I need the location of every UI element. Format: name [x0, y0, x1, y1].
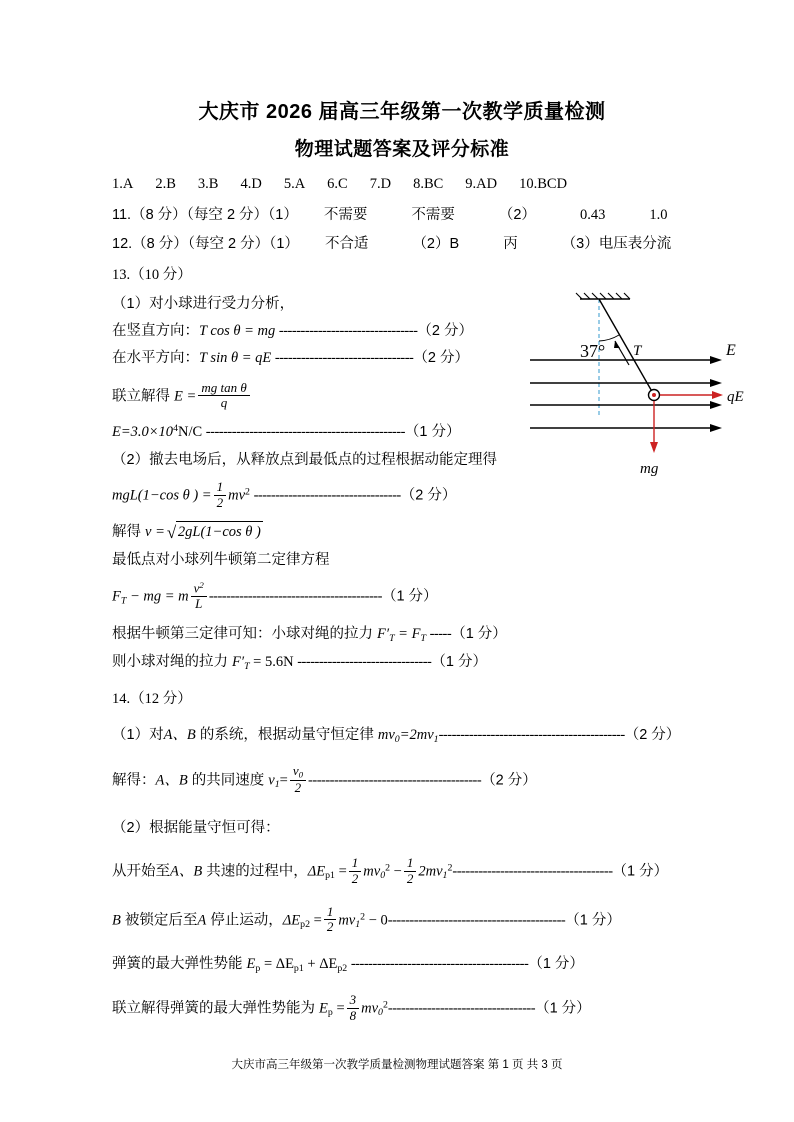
- q13-l11-subscript-2: T: [420, 632, 426, 644]
- q12-answer-1: 不合适: [324, 235, 369, 252]
- qE-label: qE: [727, 389, 744, 405]
- q14-line-2: [112, 765, 692, 797]
- mg-arrow-head: [650, 442, 658, 453]
- mcq-answer: 9.AD: [465, 176, 498, 192]
- q13-l12-symbol: F′: [232, 653, 245, 670]
- q13-l11-symbol: F′: [377, 625, 390, 642]
- q13-l11-eq: = F: [394, 625, 421, 642]
- physics-diagram: [520, 285, 770, 485]
- q14-l1-dots: -------------------------------------------: [438, 726, 625, 743]
- q14-l7-term-exp: 2: [382, 999, 388, 1011]
- mcq-answer: 3.B: [197, 176, 219, 192]
- q13-l3-score: （2 分）: [413, 350, 469, 367]
- q13-l10-subscript: T: [120, 595, 127, 607]
- q13-l11-subscript: T: [389, 632, 395, 644]
- mcq-answer: 2.B: [155, 176, 176, 192]
- q14-l4-fraction-1: [349, 856, 362, 886]
- q14-line-5: [112, 903, 692, 936]
- q13-l10-num-base: v: [193, 580, 200, 596]
- q14-l5-den: 2: [326, 919, 334, 935]
- q14-l1-sub-1: 0: [394, 733, 400, 745]
- q14-l5-object-a: A: [197, 911, 207, 928]
- q14-l4-num-2: 1: [404, 856, 417, 872]
- q14-l2-num-sub: 0: [298, 769, 304, 780]
- q14-line-1: [112, 725, 692, 748]
- q14-l4-minus: −: [390, 863, 402, 880]
- q14-l2-subscript: 1: [274, 779, 280, 791]
- q14-l7-fraction: [347, 993, 360, 1023]
- q13-l12-subscript: T: [244, 660, 250, 672]
- q13-l4-denominator: q: [220, 395, 228, 411]
- q14-l7-prefix: 联立解得弹簧的最大弹性势能为: [112, 1000, 320, 1017]
- q13-l12-prefix: 则小球对绳的拉力: [112, 653, 233, 670]
- q14-l1-prefix: （1）对: [112, 726, 164, 743]
- q13-l11-score: （1 分）: [451, 625, 507, 642]
- q14-l2-num-base: v: [292, 763, 299, 779]
- q11-answer-3: 0.43: [579, 207, 606, 224]
- q13-l8-formula: v =: [145, 524, 165, 541]
- q14-l6-score: （1 分）: [528, 955, 584, 972]
- q14-l5-eq: =: [310, 911, 322, 928]
- q14-l5-object-b: B: [112, 911, 121, 928]
- q13-l2-formula: T cos θ = mg: [199, 323, 276, 340]
- q14-l7-dots: ----------------------------------: [387, 1000, 536, 1017]
- qE-arrow-head: [712, 391, 723, 399]
- q14-l1-score: （2 分）: [624, 726, 681, 743]
- q11-answer-2: 不需要: [411, 207, 455, 224]
- q14-l4-dots: -------------------------------------: [452, 863, 613, 880]
- q14-line-6: [112, 954, 692, 977]
- q14-l4-eq: =: [334, 863, 347, 880]
- q12-head: 12.（8 分）（每空 2 分）（1）: [112, 235, 299, 252]
- field-lines: [530, 360, 716, 428]
- mcq-answer: 5.A: [283, 176, 306, 192]
- q14-l6-dots: -----------------------------------------: [350, 955, 529, 972]
- q13-l12-score: （1 分）: [431, 653, 487, 670]
- page-subtitle: 物理试题答案及评分标准: [294, 139, 510, 160]
- q11-answer-4: 1.0: [649, 207, 668, 224]
- q14-l5-tail: − 0: [365, 911, 388, 928]
- q14-l5-dots: -----------------------------------------: [387, 911, 566, 928]
- multiple-choice-answers: [112, 173, 692, 195]
- q14-l4-den-2: 2: [406, 870, 414, 886]
- q14-l4-mid: 共速的过程中，: [202, 863, 308, 880]
- q13-l12-eq: = 5.6N: [249, 653, 294, 670]
- q14-l5-fraction: [324, 905, 337, 935]
- q14-l6-subscript-2: p1: [293, 962, 304, 974]
- q12-answer-2: 丙: [503, 235, 518, 252]
- q14-l5-term-sub: 1: [355, 918, 361, 930]
- q13-l5-unit: N/C: [177, 423, 203, 440]
- q13-l10-score: （1 分）: [381, 589, 438, 606]
- q14-l7-eq: =: [332, 1000, 345, 1017]
- q13-line-6: （2）撤去电场后，从释放点到最低点的过程根据动能定理得: [112, 451, 498, 468]
- q13-l5-value: E=3.0×10: [112, 423, 174, 440]
- q14-l4-term-2: 2mv: [418, 863, 443, 880]
- q13-line-1: （1）对小球进行受力分析，: [112, 295, 295, 312]
- q14-l7-subscript: p: [327, 1007, 333, 1019]
- q14-l2-symbol: v: [268, 772, 275, 789]
- q13-l7-formula: mgL(1−cos θ ) =: [112, 487, 212, 504]
- q14-l4-objects: A、B: [170, 863, 203, 880]
- q14-l5-symbol: ΔE: [282, 911, 301, 928]
- q14-l2-numerator: [290, 764, 306, 781]
- q13-l7-denominator: 2: [216, 494, 224, 510]
- q14-l7-term: mv: [361, 1000, 379, 1017]
- tension-arrow-head: [614, 341, 620, 348]
- q13-line-8: [112, 521, 692, 544]
- q14-l2-prefix: 解得：: [112, 772, 156, 789]
- q14-l4-num-1: 1: [349, 856, 362, 872]
- q12-label-3: （3）电压表分流: [561, 235, 672, 252]
- q11-head: 11.（8 分）（每空 2 分）（1）: [112, 207, 298, 224]
- q13-l10-denominator: L: [195, 596, 203, 612]
- q14-line-3: （2）根据能量守恒可得：: [112, 819, 280, 836]
- q14-l5-subscript: p2: [300, 918, 310, 930]
- q14-l6-plus: + ΔE: [303, 955, 338, 972]
- q14-l4-term-2-exp: 2: [447, 862, 453, 874]
- q14-l5-mid-2: 停止运动，: [206, 911, 283, 928]
- q14-l7-den: 8: [349, 1007, 357, 1023]
- q14-l5-score: （1 分）: [565, 911, 621, 928]
- mcq-answer: 8.BC: [413, 176, 444, 192]
- q14-l5-term: mv: [338, 911, 356, 928]
- q13-line-12: [112, 652, 692, 675]
- q13-l3-formula: T sin θ = qE: [199, 350, 272, 367]
- q13-l5-dots: ----------------------------------------------: [205, 423, 405, 440]
- q14-l2-denominator: 2: [294, 780, 302, 796]
- q14-l4-score: （1 分）: [612, 863, 669, 880]
- q14-l4-subscript: p1: [325, 870, 335, 882]
- string-line: [599, 299, 654, 395]
- q13-l7-score: （2 分）: [400, 487, 457, 504]
- page-footer: 大庆市高三年级第一次教学质量检测物理试题答案 第 1 页 共 3 页: [231, 1059, 563, 1071]
- q14-l6-eq: = ΔE: [260, 955, 294, 972]
- q14-l4-prefix: 从开始至: [112, 863, 170, 880]
- q14-l5-mid: 被锁定后至: [120, 911, 198, 928]
- q14-l1-eq: =2mv: [399, 726, 434, 743]
- q14-l2-score: （2 分）: [481, 772, 537, 789]
- q13-l7-tail: mv: [228, 487, 246, 504]
- q14-l1-objects: A、B: [163, 726, 196, 743]
- q13-l5-exponent: 4: [173, 423, 178, 435]
- q13-l10-fraction: [191, 581, 207, 612]
- q14-l1-sub-2: 1: [433, 733, 439, 745]
- q13-l8-radicand: 2gL(1−cos θ ): [176, 521, 263, 544]
- q14-l1-mid: 的系统，根据动量守恒定律: [195, 726, 378, 743]
- question-11: [112, 204, 692, 226]
- q13-l10-numerator: [191, 581, 207, 597]
- mcq-answer: 4.D: [240, 176, 262, 192]
- hatched-ceiling-icon: [576, 293, 630, 299]
- q13-l7-numerator: 1: [214, 480, 227, 496]
- q13-l7-fraction: [214, 480, 227, 510]
- q14-head: 14.（12 分）: [112, 691, 192, 708]
- q14-l6-prefix: 弹簧的最大弹性势能: [112, 955, 247, 972]
- q13-head: 13.（10 分）: [112, 267, 192, 284]
- tension-label: T: [633, 343, 642, 359]
- q14-l4-fraction-2: [404, 856, 417, 886]
- q13-l8-sqrt: [167, 521, 263, 544]
- q13-line-11: [112, 624, 692, 647]
- physics-diagram-svg: [520, 285, 770, 485]
- q13-l3-prefix: 在水平方向：: [112, 350, 199, 367]
- q13-line-9: 最低点对小球列牛顿第二定律方程: [112, 552, 330, 568]
- q14-l7-term-sub: 0: [378, 1007, 383, 1019]
- q14-l7-score: （1 分）: [535, 1000, 591, 1017]
- mcq-answer: 7.D: [369, 176, 392, 192]
- q13-l8-prefix: 解得: [112, 524, 146, 541]
- q14-l2-eq: =: [279, 772, 288, 789]
- q13-l4-numerator: mg tan θ: [198, 381, 249, 397]
- q13-line-10: [112, 582, 692, 613]
- q13-l3-dots: --------------------------------: [274, 350, 414, 367]
- angle-label: 37°: [580, 341, 606, 361]
- q14-l7-num: 3: [347, 993, 360, 1009]
- q13-l2-dots: --------------------------------: [278, 323, 418, 340]
- q14-l4-term-2-sub: 1: [442, 870, 448, 882]
- q13-l7-dots: ----------------------------------: [253, 487, 401, 504]
- q13-l10-num-exp: 2: [199, 580, 204, 591]
- q14-l2-objects: A、B: [155, 772, 188, 789]
- q11-label-2: （2）: [498, 207, 536, 224]
- q14-l2-fraction: [290, 764, 306, 796]
- q14-l4-term-1-sub: 0: [380, 870, 386, 882]
- q13-l4-prefix: 联立解得: [112, 388, 175, 405]
- q13-l11-prefix: 根据牛顿第三定律可知：小球对绳的拉力: [112, 625, 378, 642]
- q14-l2-mid: 的共同速度: [187, 772, 269, 789]
- q13-l10-dots: ----------------------------------------: [208, 589, 382, 606]
- q14-l2-dots: ----------------------------------------: [308, 772, 482, 789]
- mg-label: mg: [640, 461, 659, 477]
- q14-l6-symbol: E: [246, 955, 256, 972]
- ball-charge-dot: [652, 393, 656, 397]
- q13-l4-fraction: [198, 381, 249, 411]
- q14-l5-term-exp: 2: [360, 910, 366, 922]
- mcq-answer: 6.C: [327, 176, 348, 192]
- q13-l2-prefix: 在竖直方向：: [112, 323, 199, 340]
- page-title: 大庆市 2026 届高三年级第一次教学质量检测: [198, 101, 606, 123]
- q13-l12-dots: -------------------------------: [297, 653, 432, 670]
- q14-line-4: [112, 857, 692, 887]
- q13-l2-score: （2 分）: [417, 323, 473, 340]
- q11-answer-1: 不需要: [323, 207, 368, 224]
- q14-l6-subscript-3: p2: [337, 962, 348, 974]
- q14-l4-term-1: mv: [363, 863, 381, 880]
- mcq-answer: 1.A: [112, 176, 134, 192]
- q13-l7-exponent: 2: [245, 486, 250, 498]
- q13-l5-score: （1 分）: [404, 423, 461, 440]
- q13-l11-dots: -----: [429, 625, 452, 642]
- question-12: [112, 233, 692, 255]
- q13-l10-symbol: F: [112, 589, 121, 606]
- mcq-answer: 10.BCD: [519, 176, 568, 192]
- q12-label-2: （2）B: [412, 235, 460, 252]
- document-content: [112, 95, 692, 1029]
- q14-l4-symbol: ΔE: [307, 863, 326, 880]
- q14-line-7: [112, 994, 692, 1024]
- q13-line-7: [112, 481, 692, 511]
- q13-l4-formula: E =: [174, 388, 197, 405]
- field-label: E: [726, 342, 736, 359]
- q14-l4-den-1: 2: [351, 870, 359, 886]
- q14-l4-term-1-exp: 2: [385, 862, 391, 874]
- q14-l1-formula: mv: [377, 726, 395, 743]
- q14-l5-num: 1: [324, 905, 337, 921]
- q14-l6-subscript: p: [255, 962, 261, 974]
- q14-l7-symbol: E: [319, 1000, 328, 1017]
- q13-l10-mid: − mg = m: [126, 589, 189, 606]
